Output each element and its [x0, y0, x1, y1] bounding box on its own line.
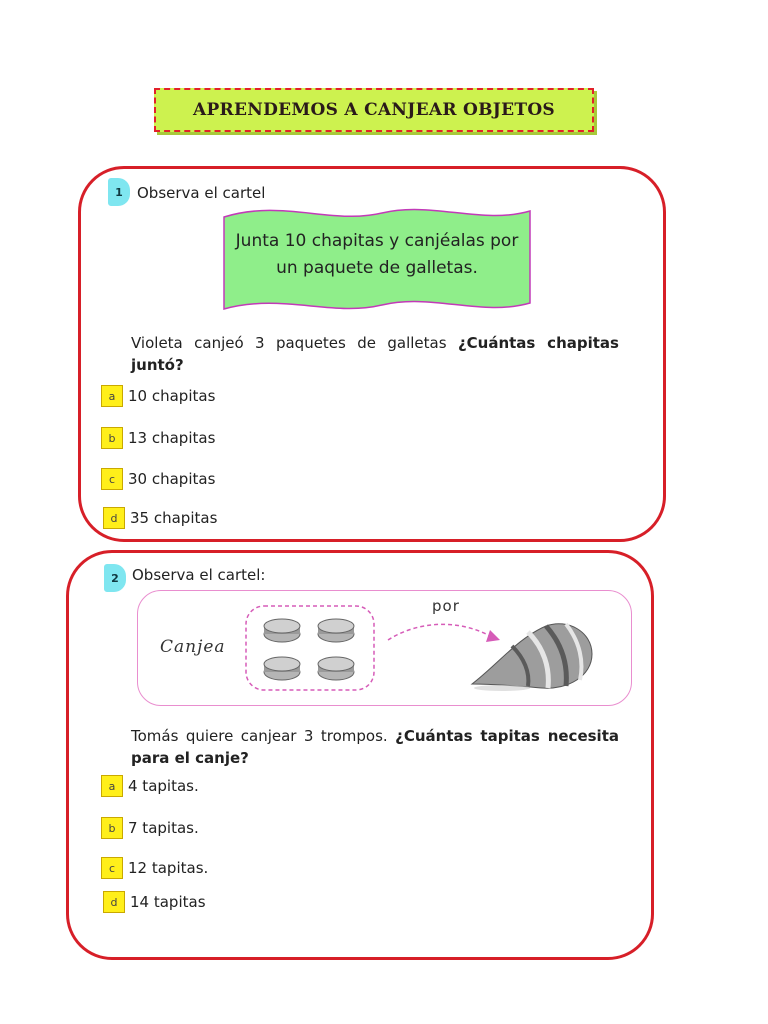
option-text: 4 tapitas. [128, 777, 199, 795]
banner-text [222, 228, 532, 282]
question-1-option-b[interactable] [101, 427, 215, 449]
question-1-option-c[interactable] [101, 468, 215, 490]
question-2-option-a[interactable] [101, 775, 199, 797]
spinning-top-icon [468, 618, 598, 692]
option-text: 7 tapitas. [128, 819, 199, 837]
worksheet-title-text: APRENDEMOS A CANJEAR OBJETOS [192, 100, 556, 120]
option-letter: b [101, 427, 123, 449]
question-2-number: 2 [104, 564, 126, 592]
bottle-cap-icon [264, 619, 300, 642]
question-2-instruction: Observa el cartel: [132, 566, 266, 584]
option-letter: c [101, 468, 123, 490]
question-1-number: 1 [108, 178, 130, 206]
option-letter: c [101, 857, 123, 879]
question-1-option-a[interactable] [101, 385, 215, 407]
bottle-caps-group [244, 604, 376, 692]
question-2-option-c[interactable] [101, 857, 208, 879]
worksheet-title [154, 88, 594, 132]
banner-line-1: Junta 10 chapitas y canjéalas por [235, 231, 519, 251]
question-1-bold: ¿Cuántas chapitas juntó? [131, 334, 619, 374]
bottle-cap-icon [318, 657, 354, 680]
option-letter: a [101, 775, 123, 797]
option-text: 12 tapitas. [128, 859, 209, 877]
question-2-text [131, 725, 619, 769]
bottle-cap-icon [318, 619, 354, 642]
option-text: 35 chapitas [130, 509, 218, 527]
option-text: 14 tapitas [130, 893, 206, 911]
question-2-option-d[interactable] [103, 891, 206, 913]
option-letter: a [101, 385, 123, 407]
banner-line-2: un paquete de galletas. [276, 258, 478, 278]
question-2-option-b[interactable] [101, 817, 199, 839]
question-2-bold: ¿Cuántas tapitas necesita para el canje? [131, 727, 619, 767]
bottle-cap-icon [264, 657, 300, 680]
option-letter: d [103, 891, 125, 913]
option-text: 30 chapitas [128, 470, 216, 488]
option-text: 13 chapitas [128, 429, 216, 447]
option-letter: d [103, 507, 125, 529]
question-1-instruction: Observa el cartel [137, 184, 266, 202]
question-1-option-d[interactable] [103, 507, 217, 529]
question-1-plain: Violeta canjeó 3 paquetes de galletas [131, 334, 447, 352]
question-2-plain: Tomás quiere canjear 3 trompos. [131, 727, 388, 745]
canjea-label: Canjea [160, 637, 226, 657]
option-text: 10 chapitas [128, 387, 216, 405]
question-1-text [131, 332, 619, 376]
por-label: por [432, 597, 460, 615]
option-letter: b [101, 817, 123, 839]
